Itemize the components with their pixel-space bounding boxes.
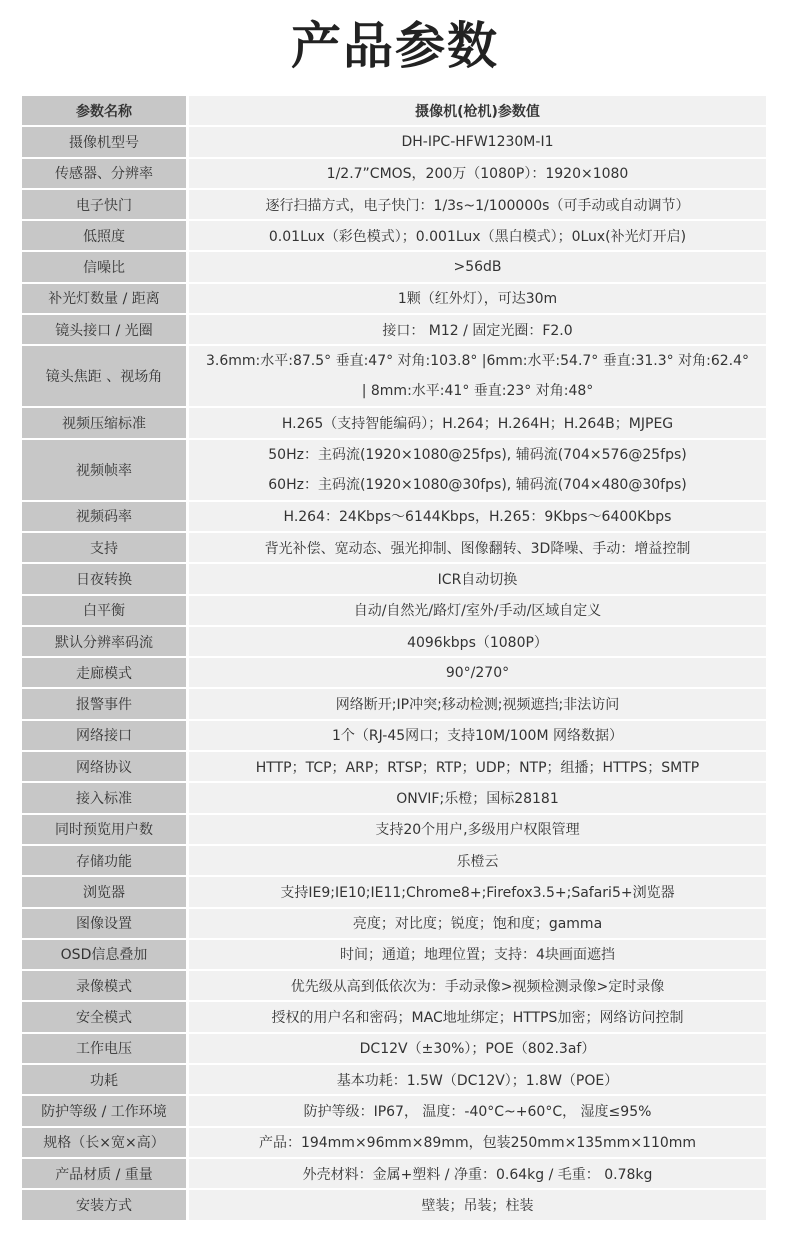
param-value-cell: [189, 846, 766, 875]
param-name-cell: 视频码率: [22, 502, 189, 531]
param-name-cell: 镜头接口 / 光圈: [22, 315, 189, 344]
table-row: [22, 877, 766, 906]
param-value-cell: [189, 315, 766, 344]
param-value-text: 乐橙云: [456, 853, 499, 870]
param-name-cell: 规格（长×宽×高）: [22, 1128, 189, 1157]
param-value-text: 自动/自然光/路灯/室外/手动/区域自定义: [353, 603, 602, 620]
param-name-cell: 补光灯数量 / 距离: [22, 284, 189, 313]
table-row: [22, 533, 766, 562]
param-value-line: | 8mm:水平:41° 垂直:23° 对角:48°: [361, 383, 594, 400]
param-name-cell: 传感器、分辨率: [22, 159, 189, 188]
param-name-cell: 默认分辨率码流: [22, 627, 189, 656]
param-name-cell: 浏览器: [22, 877, 189, 906]
param-value-cell: [189, 1096, 766, 1125]
table-row: [22, 127, 766, 156]
param-name-cell: 功耗: [22, 1065, 189, 1094]
param-value-cell: [189, 284, 766, 313]
param-value-text: DC12V（±30%）；POE（802.3af）: [359, 1041, 596, 1058]
param-value-text: 4096kbps（1080P）: [407, 634, 548, 651]
table-row: [22, 190, 766, 219]
param-value-text: HTTP；TCP；ARP；RTSP；RTP；UDP；NTP；组播；HTTPS；SMTP: [255, 759, 700, 776]
param-value-cell: [189, 658, 766, 687]
table-row: [22, 408, 766, 437]
param-name-cell: 视频帧率: [22, 440, 189, 500]
param-value-cell: [189, 1065, 766, 1094]
param-value-cell: [189, 783, 766, 812]
table-row: [22, 658, 766, 687]
param-name-cell: 摄像机型号: [22, 127, 189, 156]
param-value-text: 支持IE9;IE10;IE11;Chrome8+;Firefox3.5+;Safari5+浏览器: [280, 884, 675, 901]
spec-table-body: [22, 96, 766, 1220]
param-value-cell: [189, 190, 766, 219]
param-name-cell: 支持: [22, 533, 189, 562]
param-value-text: 授权的用户名和密码；MAC地址绑定；HTTPS加密；网络访问控制: [271, 1010, 684, 1027]
param-name-cell: 存储功能: [22, 846, 189, 875]
param-name-cell: 图像设置: [22, 909, 189, 938]
param-name-cell: 报警事件: [22, 689, 189, 718]
header-value-cell: 摄像机(枪机)参数值: [189, 96, 766, 125]
param-value-cell: [189, 1159, 766, 1188]
param-name-cell: 白平衡: [22, 596, 189, 625]
param-value-cell: [189, 940, 766, 969]
table-row: [22, 159, 766, 188]
table-row: [22, 1034, 766, 1063]
param-value-cell: [189, 159, 766, 188]
table-row: [22, 221, 766, 250]
table-row: [22, 346, 766, 406]
param-value-text: 90°/270°: [445, 664, 510, 681]
table-row: [22, 596, 766, 625]
param-value-cell: [189, 1002, 766, 1031]
table-row: [22, 252, 766, 281]
param-value-cell: [189, 1190, 766, 1219]
param-value-cell: [189, 346, 766, 406]
table-row: [22, 315, 766, 344]
param-value-text: 1个（RJ-45网口；支持10M/100M 网络数据）: [332, 728, 623, 745]
param-name-cell: 电子快门: [22, 190, 189, 219]
param-value-cell: [189, 909, 766, 938]
param-name-cell: 安装方式: [22, 1190, 189, 1219]
param-value-text: 壁装；吊装；柱装: [421, 1197, 534, 1214]
param-name-cell: 信噪比: [22, 252, 189, 281]
param-value-text: 接口： M12 / 固定光圈：F2.0: [382, 322, 573, 339]
table-row: [22, 1190, 766, 1219]
table-row: [22, 440, 766, 500]
param-value-text: 时间；通道；地理位置；支持：4块画面遮挡: [340, 947, 615, 964]
param-value-cell: [189, 127, 766, 156]
param-value-text: H.264：24Kbps～6144Kbps，H.265：9Kbps～6400Kbps: [283, 509, 672, 526]
param-name-cell: OSD信息叠加: [22, 940, 189, 969]
param-value-text: 1颗（红外灯），可达30m: [397, 291, 558, 308]
param-value-cell: [189, 752, 766, 781]
param-name-cell: 工作电压: [22, 1034, 189, 1063]
param-value-text: 网络断开;IP冲突;移动检测;视频遮挡;非法访问: [335, 697, 620, 714]
param-value-text: 优先级从高到低依次为：手动录像>视频检测录像>定时录像: [290, 978, 665, 995]
table-row: [22, 627, 766, 656]
table-row: [22, 721, 766, 750]
table-row: [22, 564, 766, 593]
param-name-cell: 接入标准: [22, 783, 189, 812]
table-row: [22, 502, 766, 531]
param-name-cell: 日夜转换: [22, 564, 189, 593]
param-value-text: 逐行扫描方式，电子快门：1/3s~1/100000s（可手动或自动调节）: [265, 197, 690, 214]
param-value-cell: [189, 877, 766, 906]
table-row: [22, 284, 766, 313]
param-value-cell: [189, 627, 766, 656]
table-row: [22, 689, 766, 718]
param-value-cell: [189, 1128, 766, 1157]
param-value-text: 背光补偿、宽动态、强光抑制、图像翻转、3D降噪、手动：增益控制: [264, 540, 691, 557]
table-row: [22, 909, 766, 938]
param-value-cell: [189, 721, 766, 750]
param-value-text: >56dB: [453, 259, 502, 276]
table-row: [22, 1002, 766, 1031]
table-row: [22, 846, 766, 875]
param-value-text: H.265（支持智能编码）；H.264；H.264H；H.264B；MJPEG: [281, 416, 674, 433]
table-row: [22, 1096, 766, 1125]
param-value-text: 支持20个用户,多级用户权限管理: [375, 822, 580, 839]
param-name-cell: 低照度: [22, 221, 189, 250]
table-header-row: [22, 96, 766, 125]
header-label-cell: 参数名称: [22, 96, 189, 125]
spec-table: [22, 94, 766, 1222]
table-row: [22, 1159, 766, 1188]
param-value-text: 防护等级：IP67， 温度：-40°C~+60°C， 湿度≤95%: [303, 1103, 652, 1120]
page-title: 产品参数: [291, 17, 499, 75]
param-name-cell: 走廊模式: [22, 658, 189, 687]
param-name-cell: 镜头焦距 、视场角: [22, 346, 189, 406]
param-value-cell: [189, 971, 766, 1000]
table-row: [22, 752, 766, 781]
table-row: [22, 815, 766, 844]
param-value-line: 60Hz：主码流(1920×1080@30fps), 辅码流(704×480@30fps): [268, 476, 687, 493]
param-name-cell: 同时预览用户数: [22, 815, 189, 844]
param-value-text: ONVIF;乐橙；国标28181: [396, 790, 559, 807]
param-name-cell: 视频压缩标准: [22, 408, 189, 437]
param-value-line: 3.6mm:水平:87.5° 垂直:47° 对角:103.8° |6mm:水平:54.7° 垂直:31.3° 对角:62.4°: [205, 353, 749, 370]
param-value-text: 基本功耗：1.5W（DC12V）；1.8W（POE）: [336, 1072, 619, 1089]
param-value-cell: [189, 221, 766, 250]
param-value-text: 0.01Lux（彩色模式）；0.001Lux（黑白模式）；0Lux(补光灯开启): [268, 228, 687, 245]
param-value-cell: [189, 596, 766, 625]
param-name-cell: 安全模式: [22, 1002, 189, 1031]
param-value-cell: [189, 533, 766, 562]
param-value-text: DH-IPC-HFW1230M-I1: [401, 133, 554, 150]
table-row: [22, 783, 766, 812]
table-row: [22, 940, 766, 969]
param-name-cell: 网络协议: [22, 752, 189, 781]
param-value-cell: [189, 564, 766, 593]
table-row: [22, 1065, 766, 1094]
param-name-cell: 防护等级 / 工作环境: [22, 1096, 189, 1125]
param-value-cell: [189, 689, 766, 718]
param-value-text: 外壳材料：金属+塑料 / 净重：0.64kg / 毛重： 0.78kg: [302, 1166, 653, 1183]
param-value-cell: [189, 408, 766, 437]
param-name-cell: 产品材质 / 重量: [22, 1159, 189, 1188]
param-value-cell: [189, 815, 766, 844]
param-value-text: 产品：194mm×96mm×89mm，包装250mm×135mm×110mm: [258, 1135, 697, 1152]
param-value-text: 亮度；对比度；锐度；饱和度；gamma: [352, 916, 603, 933]
param-value-text: ICR自动切换: [437, 571, 518, 588]
table-row: [22, 971, 766, 1000]
param-name-cell: 网络接口: [22, 721, 189, 750]
param-value-text: 1/2.7”CMOS，200万（1080P）：1920×1080: [326, 166, 629, 183]
param-value-cell: [189, 1034, 766, 1063]
param-name-cell: 录像模式: [22, 971, 189, 1000]
param-value-cell: [189, 502, 766, 531]
param-value-cell: [189, 252, 766, 281]
param-value-line: 50Hz：主码流(1920×1080@25fps), 辅码流(704×576@25fps): [268, 446, 687, 463]
param-value-cell: [189, 440, 766, 500]
table-row: [22, 1128, 766, 1157]
